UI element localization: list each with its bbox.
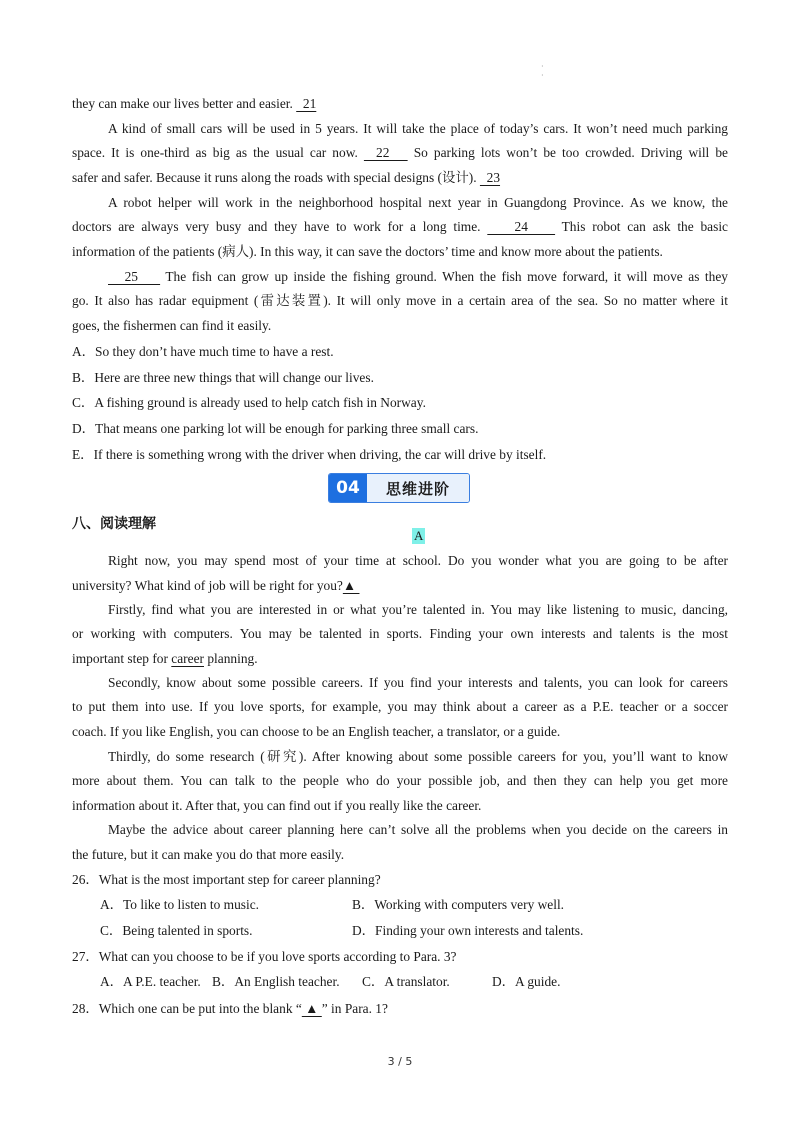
option-d: D．That means one parking lot will be enough for parking three small cars. — [72, 421, 479, 436]
text-line: space. It is one-third as big as the usual car now. 22 So parking lots won’t be too crowded. Driving will be — [72, 145, 728, 160]
text-line: they can make our lives better and easier. 21 — [72, 96, 317, 111]
q27-option-b[interactable]: B．An English teacher. — [212, 974, 340, 989]
q28-blank-marker: ▲ — [301, 1001, 322, 1016]
answer-blank-24[interactable]: 24 — [487, 219, 556, 234]
text-line: coach. If you like English, you can choose to be an English teacher, a translator, or a guide. — [72, 724, 561, 739]
banner-number: 04 — [329, 474, 367, 502]
text-line: safer and safer. Because it runs along the roads with special designs (设计). 23 — [72, 170, 501, 185]
option-b: B．Here are three new things that will change our lives. — [72, 370, 374, 385]
text-line: information of the patients (病人). In this way, it can save the doctors’ time and know more about the patients. — [72, 244, 663, 259]
text-line: or working with computers. You may be talented in sports. Finding your own interests and talents is the most — [72, 626, 728, 641]
option-a: A．So they don’t have much time to have a rest. — [72, 344, 334, 359]
text-line: Thirdly, do some research (研究). After knowing about some possible careers for you, you’ll want to know — [108, 749, 728, 764]
question-28-stem: 28．Which one can be put into the blank “ ▲ ” in Para. 1? — [72, 1001, 388, 1016]
corner-marks: · · — [541, 62, 544, 80]
passage-label: A — [414, 528, 424, 543]
option-c: C．A fishing ground is already used to help catch fish in Norway. — [72, 395, 426, 410]
q27-option-a[interactable]: A．A P.E. teacher. — [100, 974, 201, 989]
text-line: goes, the fishermen can find it easily. — [72, 318, 272, 333]
q27-option-c[interactable]: C．A translator. — [362, 974, 450, 989]
text-line: A robot helper will work in the neighborhood hospital next year in Guangdong Province. As we know, the — [108, 195, 728, 210]
text-line: go. It also has radar equipment (雷达装置). It will only move in a certain area of the sea. So no matter where it — [72, 293, 728, 308]
q26-option-b[interactable]: B．Working with computers very well. — [352, 897, 565, 912]
q27-option-d[interactable]: D．A guide. — [492, 974, 561, 989]
answer-blank-21[interactable]: 21 — [296, 96, 317, 111]
q26-option-a[interactable]: A．To like to listen to music. — [100, 897, 259, 912]
answer-blank-25[interactable]: 25 — [108, 269, 161, 284]
q26-option-d[interactable]: D．Finding your own interests and talents. — [352, 923, 584, 938]
question-26-stem: 26．What is the most important step for career planning? — [72, 872, 381, 887]
section-title: 八、阅读理解 — [72, 516, 156, 532]
text-line: university? What kind of job will be right for you?▲ — [72, 578, 360, 593]
text-line: important step for career planning. — [72, 651, 258, 666]
text-line: Maybe the advice about career planning here can’t solve all the problems when you decide on the careers in — [108, 822, 728, 837]
text-line: Firstly, find what you are interested in or what you’re talented in. You may like listening to music, dancing, — [108, 602, 728, 617]
text-line: Secondly, know about some possible careers. If you find your interests and talents, you can look for careers — [108, 675, 728, 690]
answer-blank-23[interactable]: 23 — [479, 170, 501, 185]
text-line: doctors are always very busy and they have to work for a long time. 24 This robot can ask the basic — [72, 219, 728, 234]
text-line: Right now, you may spend most of your time at school. Do you wonder what you are going to be after — [108, 553, 728, 568]
answer-blank-22[interactable]: 22 — [363, 145, 408, 160]
page-number: 3 / 5 — [387, 1055, 413, 1068]
section-banner — [328, 473, 470, 503]
text-line: 25 The fish can grow up inside the fishing ground. When the fish move forward, it will move as they — [108, 269, 728, 284]
text-line: to put them into use. If you love sports, for example, you may think about a career as a P.E. teacher or a soccer — [72, 699, 728, 714]
question-27-stem: 27．What can you choose to be if you love sports according to Para. 3? — [72, 949, 457, 964]
text-line: information about it. After that, you can find out if you really like the career. — [72, 798, 482, 813]
option-e: E．If there is something wrong with the driver when driving, the car will drive by itself. — [72, 447, 547, 462]
q26-option-c[interactable]: C．Being talented in sports. — [100, 923, 253, 938]
text-line: A kind of small cars will be used in 5 years. It will take the place of today’s cars. It won’t need much parking — [108, 121, 728, 136]
text-line: more about them. You can talk to the people who do your possible job, and then they can help you get more — [72, 773, 728, 788]
underlined-word: career — [171, 651, 204, 666]
text-line: the future, but it can make you do that more easily. — [72, 847, 345, 862]
banner-label: 思维进阶 — [367, 474, 469, 502]
passage-blank[interactable]: ▲ — [342, 578, 360, 593]
